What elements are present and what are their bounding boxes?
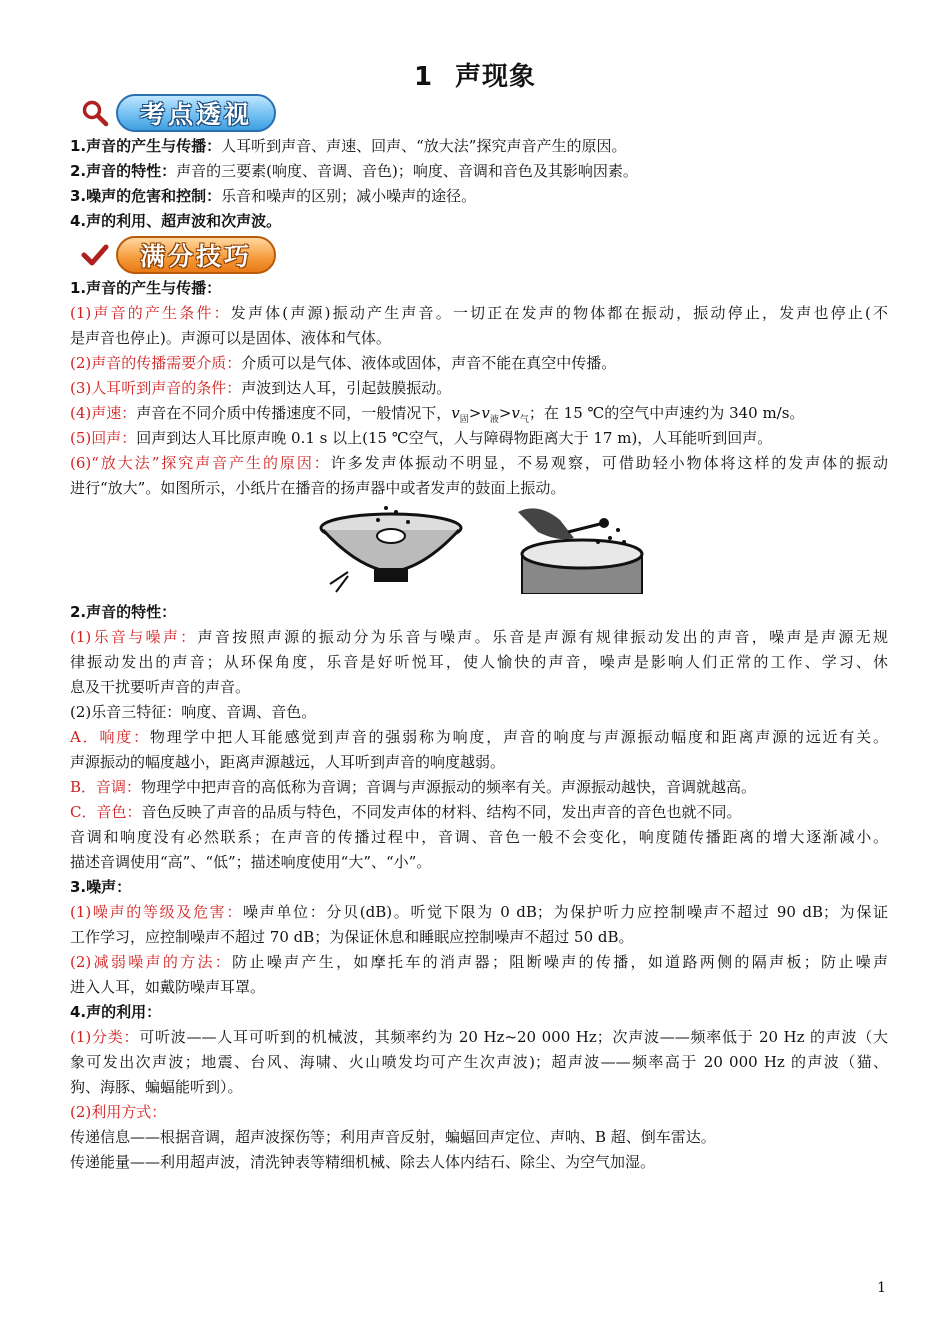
paragraph: (4)声速：声音在不同介质中传播速度不同，一般情况下，$v_固>v_液>v_气$；在 15 ℃的空气中声速约为 340 m/s。: [70, 404, 805, 425]
kaodian-banner: [80, 92, 276, 134]
paragraph: (1)噪声的等级及危害：噪声单位：分贝(dB)。听觉下限为 0 dB；为保护听力应控制噪声不超过 90 dB；为保证: [70, 903, 889, 921]
kaodian-list: [70, 134, 888, 234]
paragraph-continuation: 声源振动的幅度越小，距离声源越远，人耳听到声音的响度越弱。: [70, 753, 506, 771]
paragraph: (6)“放大法”探究声音产生的原因：许多发声体振动不明显，不易观察，可借助轻小物体将这样的发声体的振动: [70, 454, 888, 472]
page-number: 1: [877, 1280, 886, 1296]
paragraph-continuation: 律振动发出的声音；从环保角度，乐音是好听悦耳，使人愉快的声音，噪声是影响人们正常的工作、学习、休: [70, 653, 888, 671]
drum-illustration: [518, 502, 646, 594]
section-heading: 2.声音的特性：: [70, 603, 177, 621]
checkmark-icon: [80, 240, 110, 270]
chapter-number: 1: [413, 62, 434, 92]
paragraph: C．音色：音色反映了声音的品质与特色，不同发声体的材料、结构不同，发出声音的音色也就不同。: [70, 803, 742, 821]
paragraph-continuation: 描述音调使用“高”、“低”；描述响度使用“大”、“小”。: [70, 853, 432, 871]
paragraph-continuation: 象可发出次声波；地震、台风、海啸、火山喷发均可产生次声波)；超声波——频率高于 20 000 Hz 的声波（猫、: [70, 1053, 888, 1071]
section-sound-characteristics: [70, 600, 888, 875]
speaker-illustration: [318, 502, 464, 594]
search-icon: [80, 98, 110, 128]
paragraph: 传递能量——利用超声波，清洗钟表等精细机械、除去人体内结石、除尘、为空气加湿。: [70, 1153, 656, 1171]
paragraph-continuation: 是声音也停止)。声源可以是固体、液体和气体。: [70, 329, 391, 347]
manfen-banner: [80, 234, 276, 276]
kaodian-item: 4.声的利用、超声波和次声波。: [70, 212, 282, 230]
paragraph-continuation: 进入人耳，如戴防噪声耳罩。: [70, 978, 266, 996]
paragraph-continuation: 工作学习，应控制噪声不超过 70 dB；为保证休息和睡眠应控制噪声不超过 50 dB。: [70, 928, 634, 946]
paragraph: (1)声音的产生条件：发声体(声源)振动产生声音。一切正在发声的物体都在振动，振动停止，发声也停止(不: [70, 304, 889, 322]
paragraph-continuation: 狗、海豚、蝙蝠能听到）。: [70, 1078, 243, 1096]
section-heading: 3.噪声：: [70, 878, 132, 896]
section-sound-production: [70, 276, 888, 501]
kaodian-item: 2.声音的特性：声音的三要素(响度、音调、音色)；响度、音调和音色及其影响因素。: [70, 162, 638, 180]
paragraph: (2)声音的传播需要介质：介质可以是气体、液体或固体，声音不能在真空中传播。: [70, 354, 617, 372]
paragraph-continuation: 息及干扰要听声音的声音。: [70, 678, 251, 696]
paragraph: (2)乐音三特征：响度、音调、音色。: [70, 703, 317, 721]
paragraph: A．响度：物理学中把人耳能感觉到声音的强弱称为响度，声音的响度与声源振动幅度和距离声源的远近有关。: [70, 728, 888, 746]
paragraph-continuation: 进行“放大”。如图所示，小纸片在播音的扬声器中或者发声的鼓面上振动。: [70, 479, 566, 497]
paragraph: (2)减弱噪声的方法：防止噪声产生，如摩托车的消声器；阻断噪声的传播，如道路两侧的隔声板；防止噪声: [70, 953, 888, 971]
kaodian-item: 1.声音的产生与传播：人耳听到声音、声速、回声、“放大法”探究声音产生的原因。: [70, 137, 627, 155]
paragraph: 传递信息——根据音调，超声波探伤等；利用声音反射，蝙蝠回声定位、声呐、B 超、倒车雷达。: [70, 1128, 716, 1146]
chapter-title: 声现象: [455, 62, 537, 92]
paragraph-label: (2)利用方式：: [70, 1103, 167, 1121]
kaodian-banner-label: 考点透视: [116, 94, 276, 132]
paragraph: (1)分类：可听波——人耳可听到的机械波，其频率约为 20 Hz~20 000 Hz；次声波——频率低于 20 Hz 的声波（大: [70, 1028, 889, 1046]
paragraph: (3)人耳听到声音的条件：声波到达人耳，引起鼓膜振动。: [70, 379, 452, 397]
paragraph: (5)回声：回声到达人耳比原声晚 0.1 s 以上(15 ℃空气，人与障碍物距离大于 17 m)，人耳能听到回声。: [70, 429, 773, 447]
section-heading: 1.声音的产生与传播：: [70, 279, 222, 297]
paragraph: B．音调：物理学中把声音的高低称为音调；音调与声源振动的频率有关。声源振动越快，音调就越高。: [70, 778, 757, 796]
paragraph: (1)乐音与噪声：声音按照声源的振动分为乐音与噪声。乐音是声源有规律振动发出的声音，噪声是声源无规: [70, 628, 888, 646]
page-title: [0, 56, 950, 93]
section-noise: [70, 875, 888, 1000]
kaodian-item: 3.噪声的危害和控制：乐音和噪声的区别；减小噪声的途径。: [70, 187, 477, 205]
paragraph: 音调和响度没有必然联系；在声音的传播过程中，音调、音色一般不会变化，响度随传播距离的增大逐渐减小。: [70, 828, 888, 846]
section-sound-uses: [70, 1000, 888, 1175]
manfen-banner-label: 满分技巧: [116, 236, 276, 274]
section-heading: 4.声的利用：: [70, 1003, 162, 1021]
illustrations: [318, 502, 646, 594]
